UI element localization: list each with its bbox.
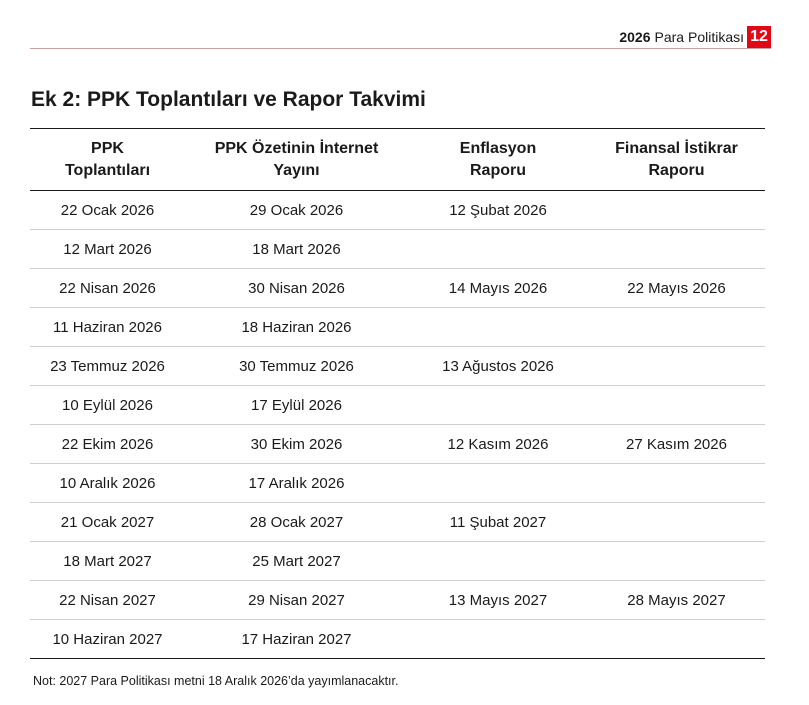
- table-cell: [588, 542, 765, 581]
- table-cell: [408, 620, 588, 659]
- table-cell: 12 Mart 2026: [63, 240, 152, 258]
- header-divider: [30, 48, 771, 49]
- table-cell: 21 Ocak 2027: [60, 513, 155, 531]
- table-cell: 22 Nisan 2027: [59, 591, 156, 609]
- table-cell: 30 Temmuz 2026: [239, 357, 354, 375]
- section-title: Ek 2: PPK Toplantıları ve Rapor Takvimi: [31, 88, 426, 111]
- header-year: 2026: [619, 29, 651, 45]
- header-title: Para Politikası: [654, 29, 744, 45]
- table-cell: 18 Mart 2026: [252, 240, 341, 258]
- table-cell: [588, 230, 765, 269]
- table-cell: 28 Mayıs 2027: [627, 591, 726, 609]
- table-cell: 13 Ağustos 2026: [442, 357, 554, 375]
- table-header-row: [30, 129, 765, 191]
- column-header-summary-publication: PPK Özetinin İnternet Yayını: [214, 139, 379, 179]
- table-row: [30, 308, 765, 347]
- table-cell: 12 Kasım 2026: [447, 435, 549, 453]
- table-cell: 29 Ocak 2026: [249, 201, 344, 219]
- table-cell: 17 Haziran 2027: [241, 630, 352, 648]
- table-cell: 10 Eylül 2026: [62, 396, 153, 414]
- page-header: [619, 26, 771, 48]
- table-row: [30, 230, 765, 269]
- table-cell: 30 Nisan 2026: [248, 279, 345, 297]
- table-cell: 14 Mayıs 2026: [448, 279, 548, 297]
- table-row: [30, 269, 765, 308]
- table-cell: [408, 464, 588, 503]
- table-cell: 27 Kasım 2026: [626, 435, 727, 453]
- table-cell: 13 Mayıs 2027: [448, 591, 548, 609]
- column-header-meetings: PPK Toplantıları: [64, 139, 151, 179]
- table-cell: [408, 386, 588, 425]
- table-row: [30, 503, 765, 542]
- table-cell: [408, 308, 588, 347]
- table-cell: 17 Aralık 2026: [248, 474, 345, 492]
- table-row: [30, 620, 765, 659]
- meeting-schedule-table: [30, 128, 765, 659]
- table-cell: 22 Mayıs 2026: [627, 279, 726, 297]
- table-cell: 10 Haziran 2027: [52, 630, 163, 648]
- table-cell: 25 Mart 2027: [252, 552, 341, 570]
- page-number-badge: 12: [747, 26, 771, 48]
- table-cell: 18 Mart 2027: [63, 552, 152, 570]
- column-header-inflation-report: Enflasyon Raporu: [459, 139, 537, 179]
- table-cell: 23 Temmuz 2026: [50, 357, 165, 375]
- table-cell: 22 Ekim 2026: [61, 435, 154, 453]
- table-cell: 11 Şubat 2027: [449, 513, 547, 531]
- table-cell: [588, 503, 765, 542]
- column-header-financial-stability-report: Finansal İstikrar Raporu: [615, 139, 738, 179]
- table-cell: 30 Ekim 2026: [250, 435, 343, 453]
- table-cell: [588, 464, 765, 503]
- table-cell: 22 Nisan 2026: [59, 279, 156, 297]
- table-cell: 12 Şubat 2026: [449, 201, 547, 219]
- table-row: [30, 464, 765, 503]
- table-cell: [588, 191, 765, 230]
- table-row: [30, 191, 765, 230]
- table-cell: [408, 542, 588, 581]
- table-cell: [588, 308, 765, 347]
- table-cell: 10 Aralık 2026: [59, 474, 156, 492]
- table-cell: [588, 620, 765, 659]
- table-row: [30, 581, 765, 620]
- table-cell: 28 Ocak 2027: [249, 513, 344, 531]
- table-cell: [588, 386, 765, 425]
- table-cell: 11 Haziran 2026: [53, 318, 162, 336]
- footnote: Not: 2027 Para Politikası metni 18 Aralık 2026’da yayımlanacaktır.: [33, 674, 399, 688]
- table-cell: 22 Ocak 2026: [60, 201, 155, 219]
- table-cell: [408, 230, 588, 269]
- table-row: [30, 542, 765, 581]
- table-cell: 29 Nisan 2027: [248, 591, 345, 609]
- table-cell: [588, 347, 765, 386]
- table-row: [30, 386, 765, 425]
- table-cell: 17 Eylül 2026: [251, 396, 342, 414]
- table-body: [30, 191, 765, 659]
- table-row: [30, 425, 765, 464]
- table-cell: 18 Haziran 2026: [241, 318, 352, 336]
- table-row: [30, 347, 765, 386]
